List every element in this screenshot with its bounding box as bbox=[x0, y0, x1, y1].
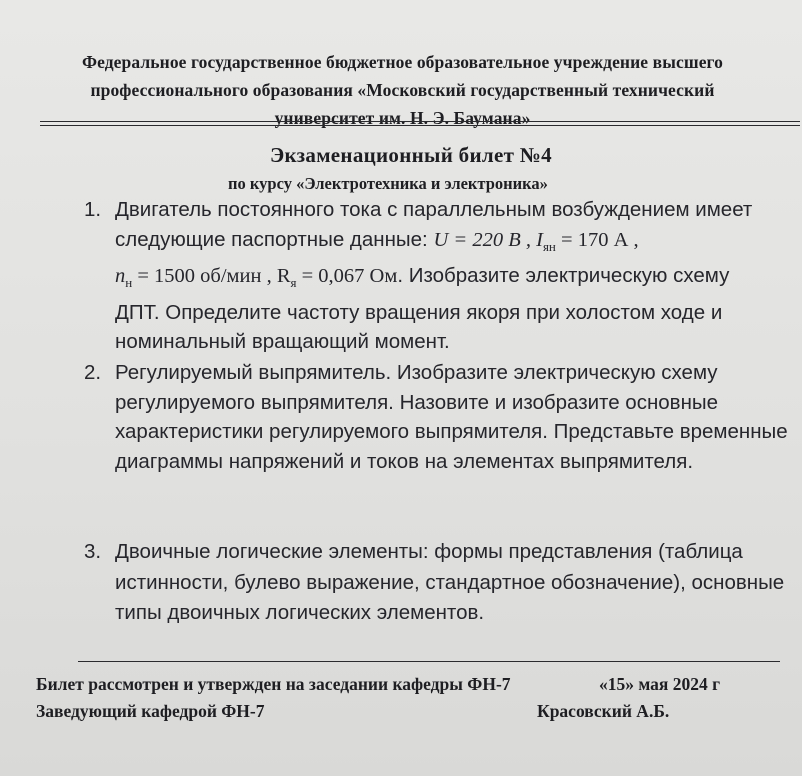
question-text bbox=[115, 358, 802, 476]
formula-part: = 1500 об/мин , R bbox=[132, 265, 291, 288]
department-head-title: Заведующий кафедрой ФН-7 bbox=[36, 701, 265, 721]
header-line-3: университет им. Н. Э. Баумана» bbox=[274, 108, 531, 128]
question-text bbox=[115, 537, 802, 629]
header-line-2: профессионального образования «Московский государственный технический bbox=[90, 80, 715, 100]
question-line: Двигатель постоянного тока с параллельным возбуждением имеет bbox=[115, 198, 753, 221]
course-name: по курсу «Электротехника и электроника» bbox=[228, 174, 548, 193]
department-head-line bbox=[36, 701, 776, 722]
footer-divider bbox=[78, 661, 780, 662]
formula-subscript: я bbox=[290, 275, 297, 291]
question-line: характеристики регулируемого выпрямителя. Представьте временные bbox=[115, 420, 788, 443]
question-number: 2. bbox=[84, 361, 102, 384]
approval-line bbox=[36, 674, 776, 695]
question-line: Регулируемый выпрямитель. Изобразите электрическую схему bbox=[115, 361, 718, 384]
formula-voltage-current bbox=[433, 228, 639, 254]
question-line: диаграммы напряжений и токов на элементах выпрямителя. bbox=[115, 449, 694, 473]
question-line bbox=[115, 225, 802, 262]
formula-subscript: н bbox=[125, 275, 133, 291]
question-text-fragment: следующие паспортные данные: bbox=[115, 227, 428, 251]
question-line: ДПТ. Определите частоту вращения якоря при холостом ходе и bbox=[115, 300, 723, 324]
question-number: 1. bbox=[84, 198, 102, 221]
question-line: истинности, булево выражение, стандартное обозначение), основные bbox=[115, 570, 785, 594]
header-divider-secondary bbox=[40, 125, 800, 126]
header-line-1: Федеральное государственное бюджетное образовательное учреждение высшего bbox=[81, 52, 724, 72]
department-head-name: Красовский А.Б. bbox=[537, 701, 670, 721]
institution-header bbox=[40, 48, 765, 132]
formula-part: n bbox=[115, 265, 126, 288]
question-line bbox=[115, 261, 802, 298]
question-line: типы двоичных логических элементов. bbox=[115, 601, 485, 624]
approval-date: «15» мая 2024 г bbox=[599, 674, 721, 694]
question-text bbox=[115, 195, 802, 357]
question-number: 3. bbox=[84, 540, 102, 563]
header-divider bbox=[40, 121, 800, 122]
formula-speed-resistance bbox=[115, 265, 398, 291]
question-1 bbox=[84, 195, 802, 357]
approval-text: Билет рассмотрен и утвержден на заседании кафедры ФН-7 bbox=[36, 674, 511, 694]
formula-part: U = 220 В , I bbox=[433, 228, 543, 251]
question-line: номинальный вращающий момент. bbox=[115, 330, 450, 354]
question-text-fragment: . Изобразите электрическую схему bbox=[397, 264, 730, 288]
formula-part: = 170 А , bbox=[555, 228, 639, 251]
question-2 bbox=[84, 358, 802, 476]
ticket-title: Экзаменационный билет №4 bbox=[270, 143, 552, 167]
formula-subscript: ян bbox=[542, 238, 556, 254]
question-3 bbox=[84, 537, 802, 629]
formula-part: = 0,067 Ом bbox=[296, 265, 398, 288]
question-line: регулируемого выпрямителя. Назовите и изобразите основные bbox=[115, 390, 719, 414]
question-line: Двоичные логические элементы: формы представления (таблица bbox=[115, 540, 743, 563]
